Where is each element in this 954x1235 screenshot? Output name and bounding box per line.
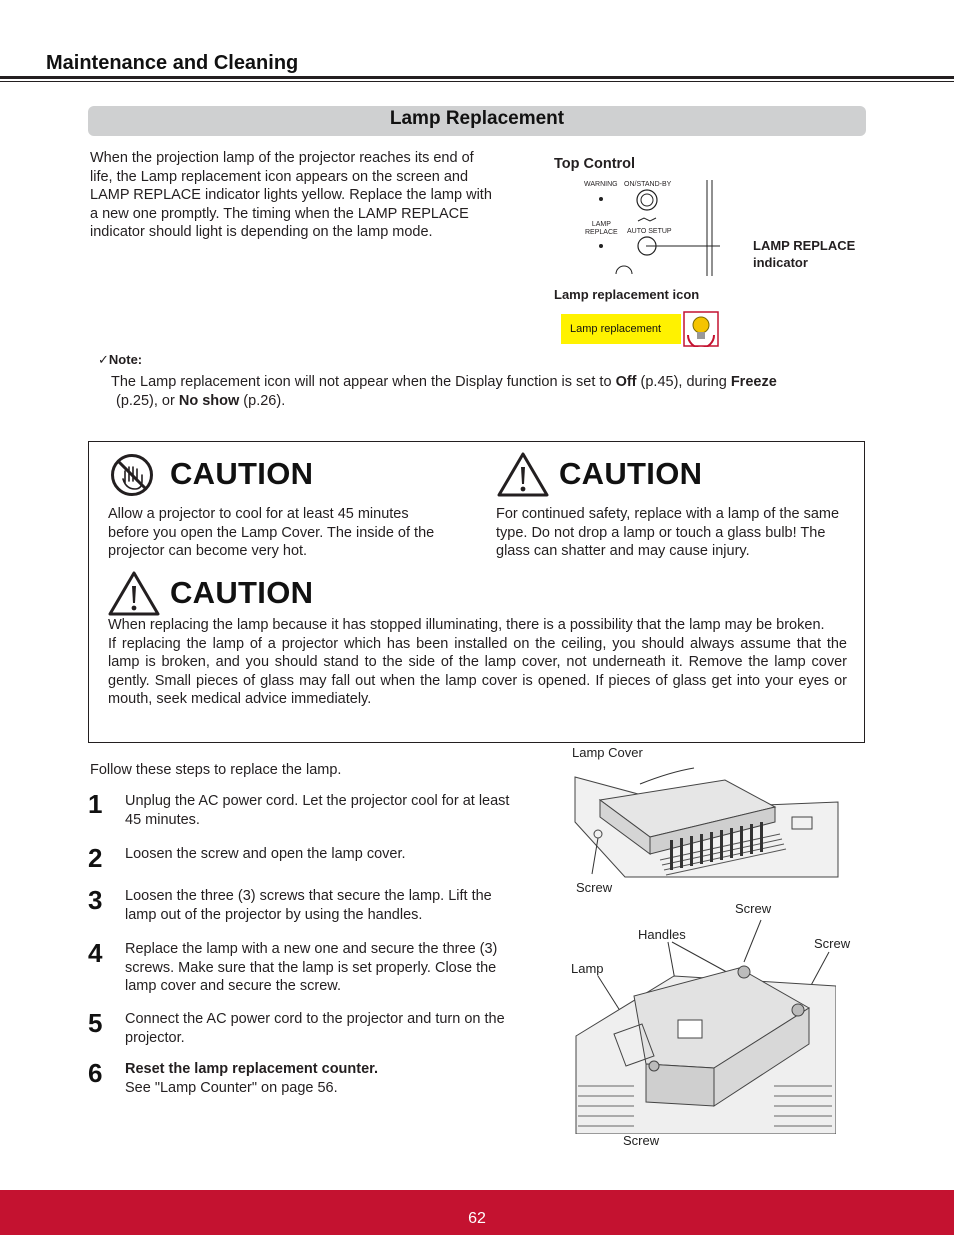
step-6-text: See "Lamp Counter" on page 56.: [125, 1079, 338, 1096]
warning-triangle-icon: [108, 571, 160, 617]
caution-text-3a: When replacing the lamp because it has stopped illuminating, there is a possibility that the lamp may be broken.: [108, 617, 825, 633]
step-number: 2: [88, 843, 103, 873]
step-number: 1: [88, 789, 103, 819]
screw-label: Screw: [576, 880, 613, 895]
step-text: Loosen the screw and open the lamp cover.: [125, 846, 406, 862]
note-heading: [98, 352, 142, 368]
lamp-label: Lamp: [571, 961, 604, 976]
step-text: Replace the lamp with a new one and secure the three (3) screws. Make sure that the lamp is set properly. Close the lamp cover and secure the screw.: [125, 941, 498, 995]
step-number: 5: [88, 1008, 103, 1038]
top-control-drawing: [560, 176, 720, 280]
lamp-cover-label: Lamp Cover: [572, 745, 643, 760]
steps-intro: Follow these steps to replace the lamp.: [90, 762, 342, 778]
warning-label: WARNING: [584, 181, 618, 188]
step-text: Connect the AC power cord to the projector and turn on the projector.: [125, 1011, 505, 1046]
lamp-replacement-bar: Lamp replacement: [561, 314, 681, 344]
header-rule-thin: [0, 81, 954, 82]
header-rule: [0, 76, 954, 79]
caution-text-1: Allow a projector to cool for at least 45 minutes before you open the Lamp Cover. The inside of the projector can become very hot.: [108, 506, 435, 560]
no-touch-icon: [110, 453, 154, 497]
caution-text-3: [108, 616, 847, 709]
lamp-replace-label-2: REPLACE: [585, 229, 618, 236]
note-body: The Lamp replacement icon will not appear when the Display function is set to Off (p.45), during Freeze (p.25), or No show (p.26).: [111, 374, 777, 409]
caution-text-3b: If replacing the lamp of a projector which has been installed on the ceiling, you should always assume that the lamp is broken, and you should stand to the side of the lamp cover, not underneath it. Remove the lamp cover gently. Small pieces of glass may fall out when the lamp cover is opened. If pieces of glass get into your eyes or mouth, seek medical advice immediately.: [108, 635, 847, 708]
lamp-cover-figure: [570, 762, 840, 880]
top-control-panel: [560, 176, 720, 280]
lamp-figure: [574, 916, 836, 1134]
caution-title-3: CAUTION: [170, 575, 314, 610]
screw-label: Screw: [735, 901, 772, 916]
step-6-bold: Reset the lamp replacement counter.: [125, 1061, 379, 1077]
lamp-replace-indicator-label: [753, 237, 855, 271]
step-text: Loosen the three (3) screws that secure the lamp. Lift the lamp out of the projector by using the handles.: [125, 888, 492, 923]
intro-paragraph: When the projection lamp of the projector reaches its end of life, the Lamp replacement icon appears on the screen and LAMP REPLACE indicator lights yellow. Replace the lamp with a new one promptly. The timing when the LAMP REPLACE indicator should light is depending on the lamp mode.: [90, 150, 492, 241]
top-control-title: Top Control: [554, 156, 636, 172]
handles-label: Handles: [638, 927, 686, 942]
on-stand-by-label: ON/STAND-BY: [624, 181, 672, 188]
lamp-replace-label-1: LAMP: [591, 221, 611, 228]
page-number: 62: [468, 1210, 486, 1227]
screw-label: Screw: [814, 936, 851, 951]
check-icon: ✓: [98, 352, 109, 367]
auto-setup-label: AUTO SETUP: [627, 228, 672, 235]
step-number: 3: [88, 885, 103, 915]
warning-triangle-icon: [497, 452, 549, 498]
lamp-replacement-icon-caption: Lamp replacement icon: [554, 287, 700, 302]
lamp-replacement-icon: [683, 311, 719, 347]
step-number: 6: [88, 1058, 103, 1088]
step-number: 4: [88, 938, 103, 968]
caution-title-1: CAUTION: [170, 456, 314, 491]
caution-text-2: For continued safety, replace with a lamp of the same type. Do not drop a lamp or touch a glass bulb! The glass can shatter and may cause injury.: [496, 506, 840, 560]
indicator-label-1: LAMP REPLACE: [753, 238, 856, 253]
note-heading-label: Note:: [108, 352, 143, 367]
indicator-label-2: indicator: [753, 255, 808, 270]
caution-title-2: CAUTION: [559, 456, 703, 491]
step-text: Unplug the AC power cord. Let the projector cool for at least 45 minutes.: [125, 793, 510, 828]
screw-label: Screw: [623, 1133, 660, 1148]
section-title: Lamp Replacement: [88, 106, 866, 136]
page-header-title: Maintenance and Cleaning: [46, 52, 299, 74]
step-text: [125, 1060, 510, 1097]
